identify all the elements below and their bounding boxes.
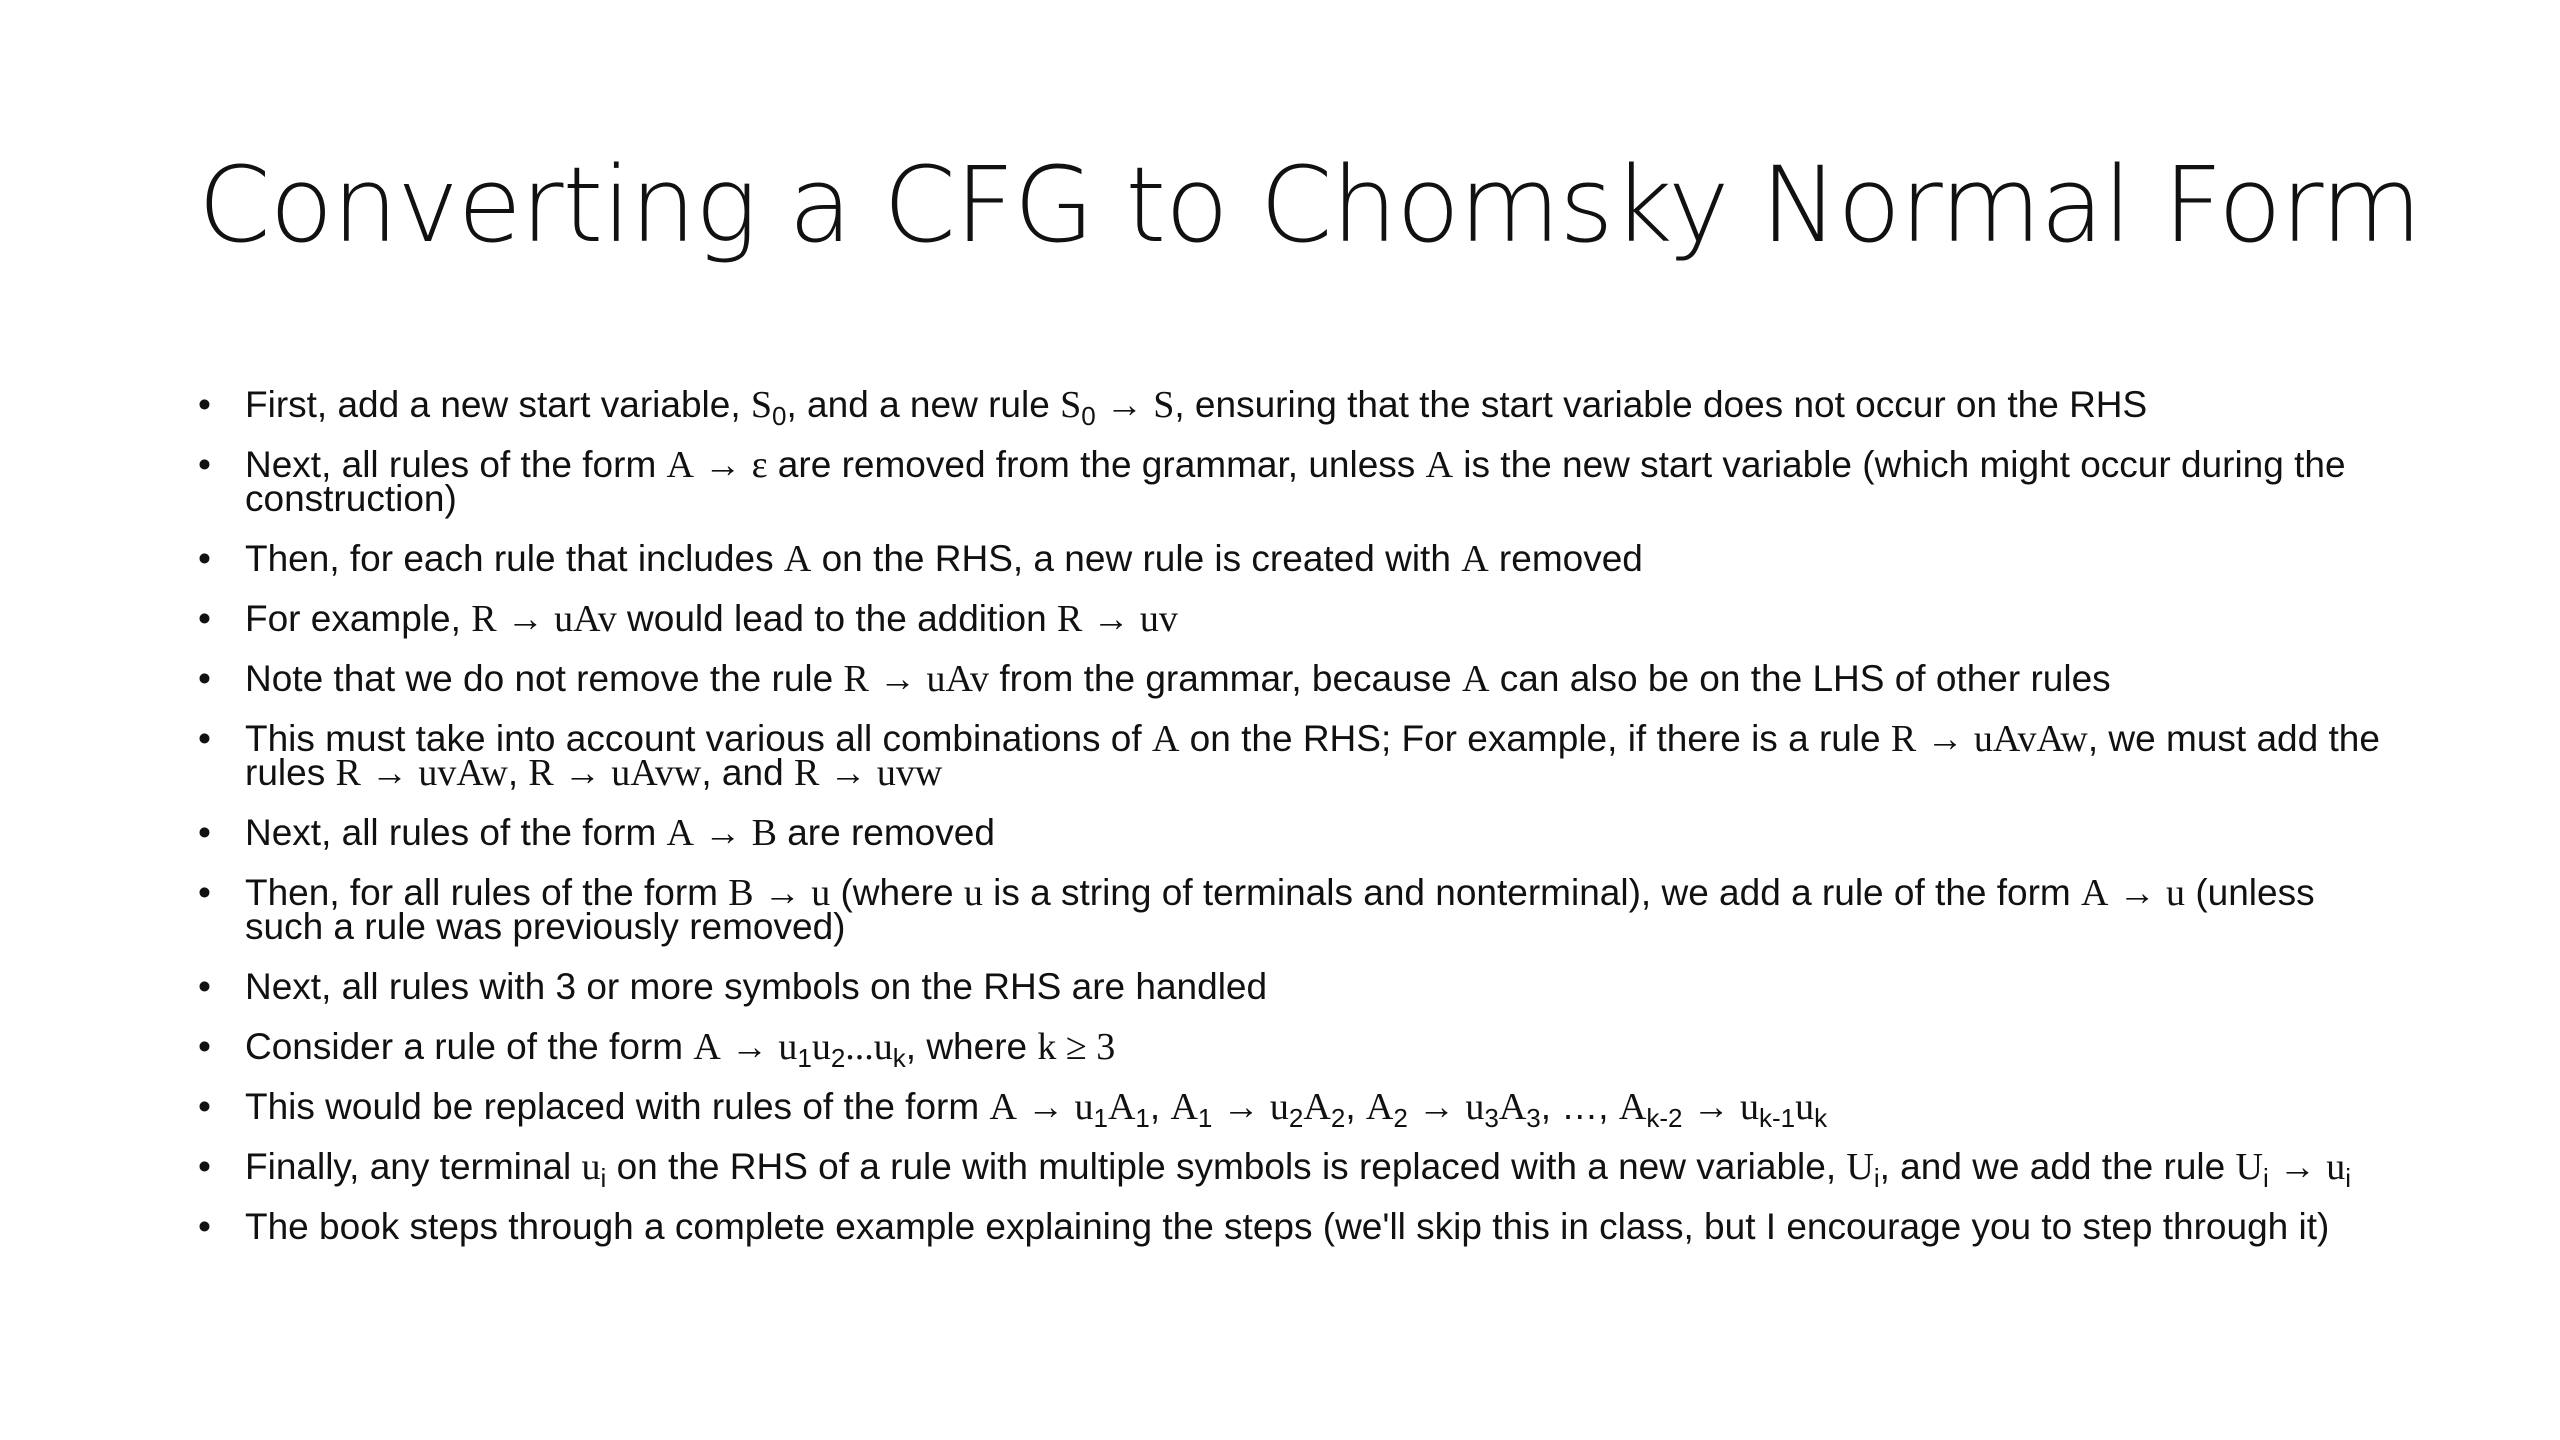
- arrow-icon: →: [506, 598, 544, 639]
- list-item: • Then, for each rule that includes A on the RHS, a new rule is created with A removed: [198, 538, 1643, 580]
- list-item: • The book steps through a complete example explaining the steps (we'll skip this in class, but I encourage you to step through it): [198, 1206, 2330, 1247]
- bullet-list: [198, 384, 2398, 1270]
- list-item: • First, add a new start variable, $S_0$, and a new rule $S_0 \to S$, ensuring that the start variable does not occur on the RHS: [198, 384, 2148, 431]
- bullet-marker: •: [198, 658, 211, 699]
- arrow-icon: →: [1092, 598, 1130, 639]
- arrow-icon: →: [2118, 872, 2156, 913]
- bullet-marker: •: [198, 812, 211, 853]
- arrow-icon: →: [1105, 384, 1143, 425]
- arrow-icon: →: [704, 812, 742, 853]
- list-item: • This must take into account various all combinations of A on the RHS; For example, if there is a rule R → uAvAw, we must add the rules R → uvAw, R → uAvw, and R → uvw: [198, 718, 2380, 794]
- arrow-icon: →: [371, 752, 409, 793]
- bullet-marker: •: [198, 384, 211, 425]
- bullet-marker: •: [198, 872, 211, 913]
- arrow-icon: →: [879, 658, 917, 699]
- bullet-marker: •: [198, 538, 211, 579]
- list-item: • Note that we do not remove the rule R → uAv from the grammar, because A can also be on the LHS of other rules: [198, 658, 2111, 700]
- bullet-marker: •: [198, 598, 211, 639]
- list-item: • Next, all rules with 3 or more symbols on the RHS are handled: [198, 966, 1268, 1007]
- arrow-icon: →: [1418, 1086, 1456, 1127]
- arrow-icon: →: [763, 872, 801, 913]
- arrow-icon: →: [1027, 1086, 1065, 1127]
- arrow-icon: →: [731, 1026, 769, 1067]
- bullet-marker: •: [198, 1086, 211, 1127]
- bullet-marker: •: [198, 718, 211, 759]
- list-item: • Finally, any terminal $u_i$ on the RHS of a rule with multiple symbols is replaced with a new variable, $U_i$, and we add the rule $U_i \to u_i$: [198, 1146, 2352, 1193]
- list-item: • For example, R → uAv would lead to the addition R → uv: [198, 598, 1178, 640]
- list-item: • Consider a rule of the form $A \to u_1u_2...u_k$, where k ≥ 3: [198, 1026, 1116, 1073]
- list-item: • This would be replaced with rules of the form $A \to u_1A_1$, $A_1 \to u_2A_2$, $A_2 \to u_3A_3$, …, $A_{k-2} \to u_{k-1}u_k$: [198, 1086, 1828, 1133]
- arrow-icon: →: [829, 752, 867, 793]
- bullet-marker: •: [198, 444, 211, 485]
- arrow-icon: →: [2279, 1146, 2316, 1187]
- bullet-marker: •: [198, 966, 211, 1007]
- list-item: • Then, for all rules of the form B → u (where u is a string of terminals and nonterminal), we add a rule of the form A → u (unless such a rule was previously removed): [198, 872, 2315, 947]
- list-item: • Next, all rules of the form A → B are removed: [198, 812, 995, 854]
- bullet-marker: •: [198, 1146, 211, 1187]
- arrow-icon: →: [704, 444, 742, 485]
- bullet-marker: •: [198, 1026, 211, 1067]
- arrow-icon: →: [1926, 718, 1964, 759]
- bullet-marker: •: [198, 1206, 211, 1247]
- arrow-icon: →: [1222, 1086, 1260, 1127]
- arrow-icon: →: [564, 752, 602, 793]
- arrow-icon: →: [1692, 1086, 1730, 1127]
- list-item: • Next, all rules of the form A → ε are removed from the grammar, unless A is the new start variable (which might occur during the construction): [198, 444, 2346, 519]
- slide-title: Converting a CFG to Chomsky Normal Form: [198, 144, 2421, 266]
